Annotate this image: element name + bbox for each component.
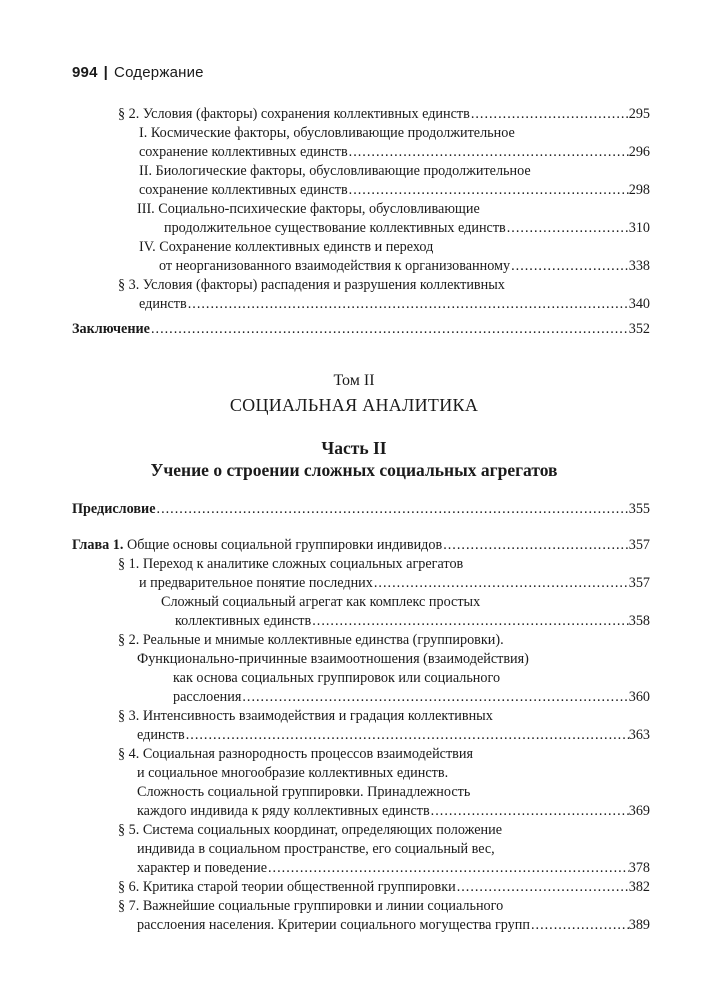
toc-entry-title: § 6. Критика старой теории общественной группировки <box>118 879 456 895</box>
toc-leader <box>348 143 629 161</box>
toc-entry-line <box>118 631 650 649</box>
part-title: Учение о строении сложных социальных агрегатов <box>150 460 558 480</box>
toc-entry-title: I. Космические факторы, обусловливающие продолжительное <box>139 125 515 141</box>
toc-entry-title: IV. Сохранение коллективных единств и переход <box>139 239 434 255</box>
toc-entry-title: II. Биологические факторы, обусловливающие продолжительное <box>139 163 531 179</box>
toc-entry-line <box>137 840 650 858</box>
toc-entry[interactable] <box>173 688 650 706</box>
toc-page-number: 382 <box>628 879 650 895</box>
toc-leader <box>241 688 628 706</box>
toc-entry-title: как основа социальных группировок или социального <box>173 670 501 686</box>
header-section-title: Содержание <box>114 64 204 81</box>
toc-entry[interactable] <box>118 105 650 123</box>
toc-entry-title: расслоения <box>173 689 242 705</box>
toc-entry[interactable] <box>164 219 650 237</box>
toc-entry-title: сохранение коллективных единств <box>139 182 348 198</box>
part-label: Часть II <box>321 438 387 458</box>
toc-entry-title: характер и поведение <box>137 860 267 876</box>
toc-entry-title: продолжительное существование коллективных единств <box>164 220 506 236</box>
toc-entry[interactable] <box>118 878 650 896</box>
toc-entry-title: § 7. Важнейшие социальные группировки и линии социального <box>118 898 504 914</box>
toc-entry-line <box>139 162 650 180</box>
toc-entry-line <box>118 707 650 725</box>
toc-entry[interactable] <box>175 612 650 630</box>
toc-entry-title: единств <box>137 727 185 743</box>
toc-entry[interactable] <box>137 726 650 744</box>
toc-entry-title: Заключение <box>72 321 150 337</box>
toc-entry-line <box>139 124 650 142</box>
toc-leader <box>311 612 629 630</box>
toc-entry-title: § 3. Интенсивность взаимодействия и градация коллективных <box>118 708 493 724</box>
toc-leader <box>510 257 629 275</box>
toc-leader <box>267 859 629 877</box>
toc-entry-title: и предварительное понятие последних <box>139 575 373 591</box>
toc-entry-title: § 2. Условия (факторы) сохранения коллективных единств <box>118 106 470 122</box>
toc-page-number: 389 <box>628 917 650 933</box>
toc-entry-title: § 4. Социальная разнородность процессов взаимодействия <box>118 746 473 762</box>
toc-entry-line <box>139 238 650 256</box>
toc-entry-line <box>118 276 650 294</box>
toc-entry[interactable] <box>139 143 650 161</box>
volume-label: Том II <box>333 372 375 389</box>
toc-leader <box>348 181 629 199</box>
toc-leader <box>442 536 629 554</box>
toc-entry[interactable] <box>139 574 650 592</box>
toc-page-number: 357 <box>628 537 650 553</box>
toc-entry-title: и социальное многообразие коллективных единств. <box>137 765 449 781</box>
page-number: 994 <box>72 64 98 81</box>
toc-page-number: 338 <box>628 258 650 274</box>
toc-entry-line <box>118 555 650 573</box>
toc-leader <box>185 726 629 744</box>
toc-entry-line <box>118 745 650 763</box>
toc-page-number: 298 <box>628 182 650 198</box>
toc-page-number: 296 <box>628 144 650 160</box>
toc-page-number: 360 <box>628 689 650 705</box>
toc-entry-title: сохранение коллективных единств <box>139 144 348 160</box>
toc-entry-title: каждого индивида к ряду коллективных единств <box>137 803 430 819</box>
toc-entry-title: § 5. Система социальных координат, определяющих положение <box>118 822 503 838</box>
toc-entry[interactable] <box>139 181 650 199</box>
toc-page-number: 369 <box>628 803 650 819</box>
toc-entry-line <box>137 650 650 668</box>
toc-leader <box>430 802 629 820</box>
toc-entry-chapter[interactable] <box>72 536 650 554</box>
toc-entry-line <box>118 821 650 839</box>
toc-page-number: 340 <box>628 296 650 312</box>
toc-entry-title: коллективных единств <box>175 613 312 629</box>
toc-leader <box>530 916 629 934</box>
toc-page-number: 358 <box>628 613 650 629</box>
toc-page-number: 295 <box>628 106 650 122</box>
toc-entry[interactable] <box>137 802 650 820</box>
toc-page-number: 363 <box>628 727 650 743</box>
header-separator: | <box>103 64 109 81</box>
toc-page-number: 310 <box>628 220 650 236</box>
chapter-number: Глава 1. <box>72 537 124 553</box>
toc-entry-line <box>118 897 650 915</box>
toc-entry[interactable] <box>137 859 650 877</box>
toc-entry-title: расслоения населения. Критерии социального могущества групп <box>137 917 530 933</box>
volume-title: СОЦИАЛЬНАЯ АНАЛИТИКА <box>229 395 479 415</box>
toc-leader <box>156 500 629 518</box>
toc-entry-line <box>137 783 650 801</box>
toc-leader <box>187 295 629 313</box>
toc-entry-conclusion[interactable] <box>72 320 650 338</box>
toc-entry-title: III. Социально-психические факторы, обусловливающие <box>137 201 480 217</box>
toc-entry-preface[interactable] <box>72 500 650 518</box>
running-head <box>72 64 204 81</box>
toc-page-number: 378 <box>628 860 650 876</box>
toc-entry-line <box>137 764 650 782</box>
toc-page-number: 352 <box>628 321 650 337</box>
toc-leader <box>373 574 629 592</box>
toc-leader <box>506 219 629 237</box>
toc-page-number: 355 <box>628 501 650 517</box>
toc-entry-title: Предисловие <box>72 501 156 517</box>
toc-leader <box>470 105 629 123</box>
toc-entry-line <box>161 593 650 611</box>
toc-entry-title: Общие основы социальной группировки индивидов <box>123 537 443 553</box>
toc-entry[interactable] <box>139 295 650 313</box>
toc-entry[interactable] <box>159 257 650 275</box>
toc-entry-title: Сложность социальной группировки. Принадлежность <box>137 784 471 800</box>
toc-entry-line <box>137 200 650 218</box>
toc-entry-title: от неорганизованного взаимодействия к организованному <box>159 258 511 274</box>
toc-entry-title: единств <box>139 296 187 312</box>
toc-entry-title: § 2. Реальные и мнимые коллективные единства (группировки). <box>118 632 504 648</box>
toc-entry-line <box>173 669 650 687</box>
toc-entry-title: Функционально-причинные взаимоотношения (взаимодействия) <box>137 651 529 667</box>
toc-entry[interactable] <box>137 916 650 934</box>
toc-entry-title: § 3. Условия (факторы) распадения и разрушения коллективных <box>118 277 505 293</box>
toc-entry-title: индивида в социальном пространстве, его социальный вес, <box>137 841 495 857</box>
toc-leader <box>150 320 629 338</box>
toc-entry-title: § 1. Переход к аналитике сложных социальных агрегатов <box>118 556 464 572</box>
toc-entry-title: Сложный социальный агрегат как комплекс простых <box>161 594 481 610</box>
toc-page-number: 357 <box>628 575 650 591</box>
toc-leader <box>456 878 629 896</box>
